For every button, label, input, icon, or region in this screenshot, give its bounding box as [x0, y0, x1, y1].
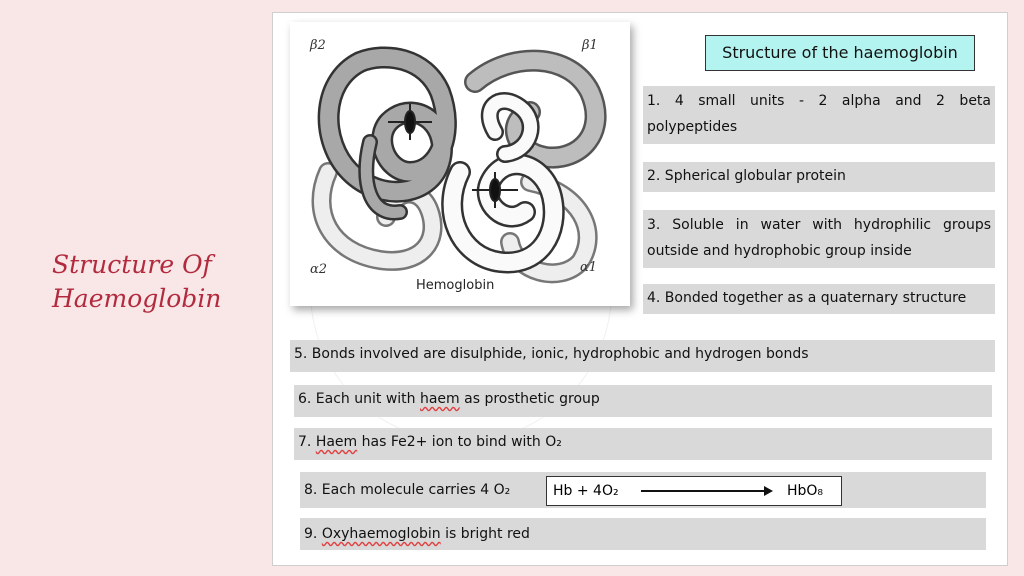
side-title [52, 248, 252, 316]
point-9-pre: 9. [304, 526, 322, 542]
hemoglobin-illustration [290, 22, 630, 306]
point-7-word: Haem [315, 434, 358, 450]
point-7 [294, 428, 992, 460]
point-9-post: is bright red [440, 526, 530, 542]
point-9-word: Oxyhaemoglobin [321, 526, 441, 542]
reaction-formula [546, 476, 842, 506]
point-1 [643, 86, 995, 144]
formula-lhs: Hb + 4O₂ [553, 483, 619, 499]
point-2-text: 2. Spherical globular protein [647, 168, 846, 184]
label-alpha1: α1 [580, 260, 598, 275]
hemoglobin-figure [290, 22, 630, 306]
side-title-line-2: Haemoglobin [52, 284, 222, 313]
main-title: Structure of the haemoglobin [705, 35, 975, 71]
point-7-text [298, 428, 988, 456]
point-5-text: 5. Bonds involved are disulphide, ionic, hydrophobic and hydrogen bonds [294, 346, 809, 362]
point-6-text [298, 385, 988, 413]
point-4-text: 4. Bonded together as a quaternary structure [647, 290, 967, 306]
point-6-post: as prosthetic group [459, 391, 600, 407]
point-6 [294, 385, 992, 417]
label-beta2: β2 [310, 38, 326, 53]
label-beta1: β1 [582, 38, 598, 53]
point-7-pre: 7. [298, 434, 316, 450]
formula-rhs: HbO₈ [786, 483, 823, 499]
label-alpha2: α2 [310, 262, 328, 277]
point-1-text: 1. 4 small units - 2 alpha and 2 beta polypeptides [647, 93, 991, 135]
point-9-text [304, 518, 982, 550]
point-6-pre: 6. Each unit with [298, 391, 420, 407]
point-6-word: haem [419, 391, 460, 407]
figure-caption: Hemoglobin [416, 278, 495, 293]
side-title-line-1: Structure Of [52, 250, 212, 279]
point-5 [290, 340, 995, 372]
point-9 [300, 518, 986, 550]
point-4 [643, 284, 995, 314]
point-2 [643, 162, 995, 192]
point-7-post: has Fe2+ ion to bind with O₂ [357, 434, 562, 450]
point-8-text: 8. Each molecule carries 4 O₂ [304, 482, 511, 498]
reaction-arrow-icon [641, 490, 771, 492]
point-3 [643, 210, 995, 268]
point-3-text: 3. Soluble in water with hydrophilic groups outside and hydrophobic group inside [647, 217, 991, 259]
